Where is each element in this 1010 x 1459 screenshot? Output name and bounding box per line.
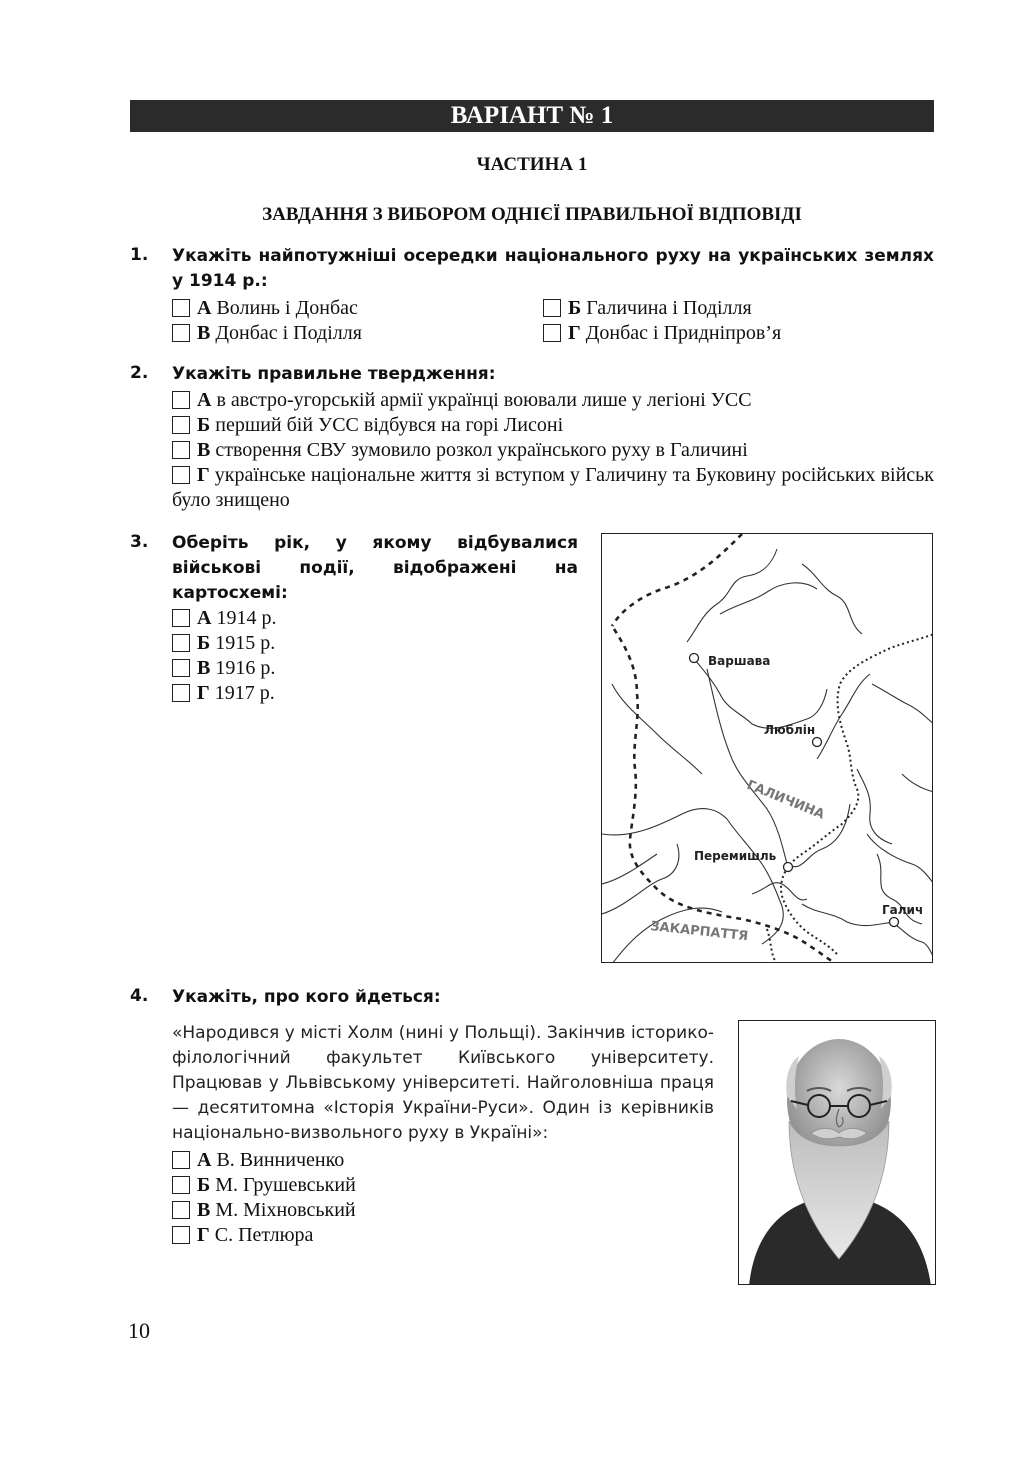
map-cities (690, 654, 924, 927)
map-drawing (602, 534, 933, 963)
question-1-option-c[interactable] (172, 321, 362, 346)
option-text: українське національне життя зі вступом у Галичину та Буковину російських військ було знищено (172, 464, 934, 511)
checkbox[interactable] (172, 1151, 190, 1169)
checkbox[interactable] (172, 634, 190, 652)
checkbox[interactable] (172, 684, 190, 702)
option-text: 1915 р. (215, 632, 276, 654)
option-letter: А (197, 1149, 212, 1171)
checkbox[interactable] (172, 441, 190, 459)
option-letter: Б (197, 632, 211, 654)
question-3-option-a[interactable] (172, 606, 276, 631)
checkbox[interactable] (172, 609, 190, 627)
part-title: ЧАСТИНА 1 (476, 154, 588, 175)
question-4-option-c[interactable] (172, 1198, 356, 1223)
option-text: С. Петлюра (214, 1224, 314, 1246)
option-letter: Б (197, 414, 211, 436)
variant-banner: ВАРІАНТ № 1 (130, 100, 934, 132)
option-text: Донбас і Придніпров’я (585, 322, 782, 344)
question-1-number: 1. (130, 245, 149, 265)
question-3-option-b[interactable] (172, 631, 275, 656)
option-text: М. Грушевський (215, 1174, 356, 1196)
map-city-label: Варшава (708, 654, 771, 668)
option-text: створення СВУ зумовило розкол українського руху в Галичині (215, 439, 748, 461)
checkbox[interactable] (172, 324, 190, 342)
question-1-option-a[interactable] (172, 296, 358, 321)
page-number: 10 (128, 1318, 150, 1343)
question-1-text: Укажіть найпотужніші осередки національного руху на українських землях у 1914 р.: (172, 246, 934, 291)
option-text: Донбас і Поділля (215, 322, 362, 344)
question-2-option-b[interactable] (172, 413, 563, 438)
option-text: перший бій УСС відбувся на горі Лисоні (215, 414, 564, 436)
checkbox[interactable] (172, 466, 190, 484)
map-city-label: Галич (882, 903, 924, 917)
option-letter: В (197, 1199, 211, 1221)
checkbox[interactable] (172, 659, 190, 677)
checkbox[interactable] (172, 1176, 190, 1194)
option-letter: В (197, 657, 211, 679)
question-3-option-c[interactable] (172, 656, 275, 681)
question-4-option-b[interactable] (172, 1173, 356, 1198)
checkbox[interactable] (543, 299, 561, 317)
checkbox[interactable] (172, 416, 190, 434)
question-3-option-d[interactable] (172, 681, 275, 706)
option-letter: Г (197, 464, 210, 486)
part-subtitle: ЗАВДАННЯ З ВИБОРОМ ОДНІЄЇ ПРАВИЛЬНОЇ ВІДПОВІДІ (262, 204, 802, 225)
option-text: В. Винниченко (216, 1149, 345, 1171)
question-1-option-d[interactable] (543, 321, 781, 346)
map-region-label: ГАЛИЧИНА (744, 777, 827, 823)
question-4-text: Укажіть, про кого йдеться: (172, 987, 441, 1007)
option-text: в австро-угорській армії українці воювали лише у легіоні УСС (216, 389, 752, 411)
question-4-option-d[interactable] (172, 1223, 313, 1248)
checkbox[interactable] (172, 391, 190, 409)
checkbox[interactable] (172, 299, 190, 317)
city-marker (813, 738, 822, 747)
option-text: М. Міхновський (215, 1199, 356, 1221)
option-text: Волинь і Донбас (216, 297, 358, 319)
checkbox[interactable] (543, 324, 561, 342)
map-city-label: Перемишль (694, 849, 777, 863)
question-1-option-b[interactable] (543, 296, 752, 321)
option-letter: Б (197, 1174, 211, 1196)
portrait-photo (738, 1020, 936, 1285)
question-2-option-d[interactable] (172, 463, 934, 513)
option-letter: Г (197, 1224, 210, 1246)
option-letter: В (197, 439, 211, 461)
option-letter: В (197, 322, 211, 344)
map-region-label: ЗАКАРПАТТЯ (649, 919, 749, 945)
historical-map (601, 533, 933, 963)
city-marker (890, 918, 899, 927)
option-letter: А (197, 607, 212, 629)
question-2-option-c[interactable] (172, 438, 748, 463)
question-4-option-a[interactable] (172, 1148, 344, 1173)
question-2-option-a[interactable] (172, 388, 752, 413)
question-3-text: Оберіть рік, у якому відбувалися військові події, відображені на картосхемі: (172, 533, 578, 603)
question-4-quote: «Народився у місті Холм (нині у Польщі). Закінчив історико-філологічний факультет Київського університету. Працював у Львівському університеті. Найголовніша праця — десятитомна «Історія України-Руси». Один із керівників національно-визвольного руху в Україні»: (172, 1023, 714, 1143)
option-letter: Г (197, 682, 210, 704)
map-rivers (602, 549, 933, 963)
portrait-drawing (739, 1021, 936, 1285)
question-2-number: 2. (130, 363, 149, 383)
question-3-number: 3. (130, 532, 149, 552)
checkbox[interactable] (172, 1201, 190, 1219)
map-frontline (612, 534, 837, 963)
map-city-label: Люблін (764, 723, 816, 737)
option-text: Галичина і Поділля (586, 297, 752, 319)
option-letter: А (197, 389, 212, 411)
checkbox[interactable] (172, 1226, 190, 1244)
option-letter: А (197, 297, 212, 319)
option-letter: Б (568, 297, 582, 319)
city-marker (784, 863, 793, 872)
option-letter: Г (568, 322, 581, 344)
question-2-text: Укажіть правильне твердження: (172, 364, 496, 384)
question-4-number: 4. (130, 986, 149, 1006)
option-text: 1917 р. (214, 682, 275, 704)
option-text: 1914 р. (216, 607, 277, 629)
option-text: 1916 р. (215, 657, 276, 679)
city-marker (690, 654, 699, 663)
